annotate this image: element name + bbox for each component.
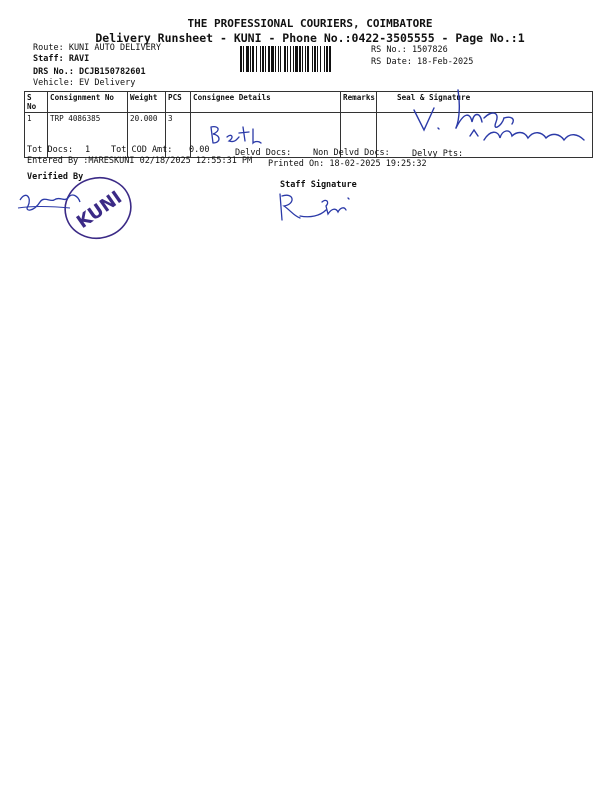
- cell-weight: 20.000: [128, 113, 166, 158]
- drs-number: DRS No.: DCJB150782601: [33, 67, 146, 77]
- barcode: [240, 46, 366, 72]
- tot-docs-value: 1: [85, 145, 91, 155]
- non-delvd-docs-label: Non Delvd Docs:: [313, 148, 390, 158]
- stamp-text: KUNI: [72, 187, 126, 233]
- consignee-initials: [205, 123, 265, 147]
- staff-signature-label: Staff Signature: [280, 180, 357, 190]
- printed-on: Printed On: 18-02-2025 19:25:32: [268, 159, 427, 169]
- tot-cod-label: Tot COD Amt:: [111, 145, 173, 155]
- kuni-stamp: [10, 172, 135, 242]
- tot-docs-label: Tot Docs:: [27, 145, 74, 155]
- staff-signature: [270, 190, 360, 224]
- col-remarks: Remarks: [341, 92, 377, 113]
- col-seal-signature: Seal & Signature: [377, 92, 593, 113]
- tot-cod-value: 0.00: [189, 145, 210, 155]
- cell-sno: 1: [25, 113, 48, 158]
- cell-pcs: 3: [166, 113, 191, 158]
- route-label: Route: KUNI AUTO DELIVERY: [33, 43, 161, 53]
- col-weight: Weight: [128, 92, 166, 113]
- col-sno: S No: [25, 92, 48, 113]
- vehicle-label: Vehicle: EV Delivery: [33, 78, 136, 88]
- rs-date: RS Date: 18-Feb-2025: [371, 57, 474, 67]
- delvd-docs-label: Delvd Docs:: [235, 148, 292, 158]
- receiver-signature: [400, 82, 590, 152]
- col-pcs: PCS: [166, 92, 191, 113]
- entered-by: Entered By :MARESKUNI 02/18/2025 12:55:31 PM: [27, 156, 253, 166]
- col-consignment: Consignment No: [48, 92, 128, 113]
- staff-label: Staff: RAVI: [33, 54, 90, 64]
- company-name: THE PROFESSIONAL COURIERS, COIMBATORE: [187, 17, 433, 30]
- verified-by-label: Verified By: [27, 172, 84, 182]
- delvy-pts-label: Delvy Pts:: [412, 149, 464, 159]
- cell-consignment: TRP 4086385: [48, 113, 128, 158]
- col-consignee: Consignee Details: [191, 92, 341, 113]
- rs-number: RS No.: 1507826: [371, 45, 448, 55]
- runsheet-title: Delivery Runsheet - KUNI - Phone No.:0422-3505555 - Page No.:1: [95, 31, 525, 45]
